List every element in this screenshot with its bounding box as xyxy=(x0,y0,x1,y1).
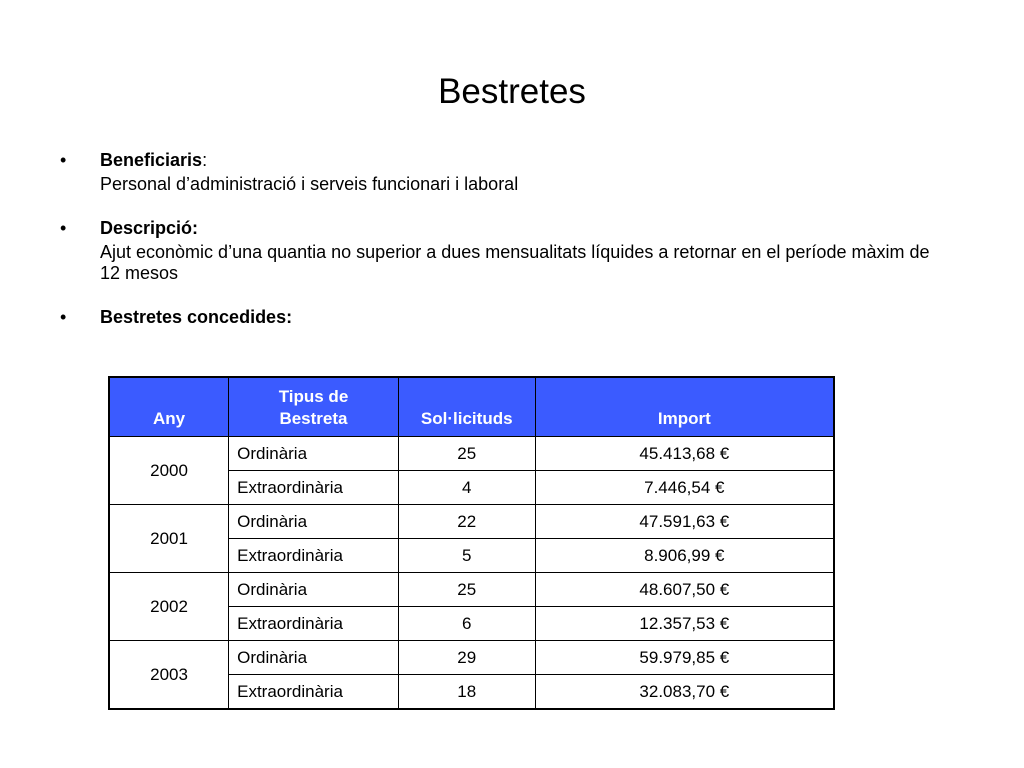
year-cell: 2002 xyxy=(109,573,229,641)
sollicituds-cell: 6 xyxy=(398,607,535,641)
bullet-body: Personal d’administració i serveis funcionari i laboral xyxy=(100,174,519,194)
import-cell: 12.357,53 € xyxy=(535,607,834,641)
tipus-cell: Ordinària xyxy=(229,573,399,607)
bullet-heading-suffix: : xyxy=(202,150,208,170)
table-row xyxy=(109,505,834,539)
sollicituds-cell: 18 xyxy=(398,675,535,710)
bullet-marker: • xyxy=(60,218,67,238)
year-cell: 2001 xyxy=(109,505,229,573)
bullet-marker: • xyxy=(60,307,67,327)
bullet-beneficiaris xyxy=(58,150,958,195)
import-cell: 7.446,54 € xyxy=(535,471,834,505)
header-sollicituds: Sol·licituds xyxy=(398,377,535,437)
table-row xyxy=(109,641,834,675)
bullet-marker: • xyxy=(60,150,67,170)
bullet-body: Ajut econòmic d’una quantia no superior a dues mensualitats líquides a retornar en el període màxim de 12 mesos xyxy=(100,242,930,283)
import-cell: 8.906,99 € xyxy=(535,539,834,573)
sollicituds-cell: 4 xyxy=(398,471,535,505)
bullet-concedides xyxy=(58,307,958,328)
bullet-heading: Descripció: xyxy=(100,218,199,238)
header-tipus-line2: Bestreta xyxy=(279,409,348,428)
header-tipus xyxy=(229,377,399,437)
tipus-cell: Ordinària xyxy=(229,437,399,471)
table-row xyxy=(109,573,834,607)
sollicituds-cell: 25 xyxy=(398,573,535,607)
tipus-cell: Extraordinària xyxy=(229,471,399,505)
tipus-cell: Ordinària xyxy=(229,641,399,675)
year-cell: 2003 xyxy=(109,641,229,710)
table-header-row xyxy=(109,377,834,437)
sollicituds-cell: 25 xyxy=(398,437,535,471)
header-tipus-line1: Tipus de xyxy=(278,387,349,406)
bullet-heading: Beneficiaris xyxy=(100,150,203,170)
sollicituds-cell: 5 xyxy=(398,539,535,573)
sollicituds-cell: 22 xyxy=(398,505,535,539)
bullet-heading: Bestretes concedides: xyxy=(100,307,293,327)
header-import: Import xyxy=(535,377,834,437)
sollicituds-cell: 29 xyxy=(398,641,535,675)
import-cell: 47.591,63 € xyxy=(535,505,834,539)
tipus-cell: Extraordinària xyxy=(229,607,399,641)
bestretes-table xyxy=(108,376,835,710)
import-cell: 48.607,50 € xyxy=(535,573,834,607)
year-cell: 2000 xyxy=(109,437,229,505)
header-any: Any xyxy=(109,377,229,437)
tipus-cell: Extraordinària xyxy=(229,539,399,573)
tipus-cell: Extraordinària xyxy=(229,675,399,710)
import-cell: 32.083,70 € xyxy=(535,675,834,710)
tipus-cell: Ordinària xyxy=(229,505,399,539)
bullet-list xyxy=(58,150,958,351)
table-row xyxy=(109,437,834,471)
import-cell: 59.979,85 € xyxy=(535,641,834,675)
bullet-descripcio xyxy=(58,218,958,284)
import-cell: 45.413,68 € xyxy=(535,437,834,471)
page-title: Bestretes xyxy=(438,72,586,111)
